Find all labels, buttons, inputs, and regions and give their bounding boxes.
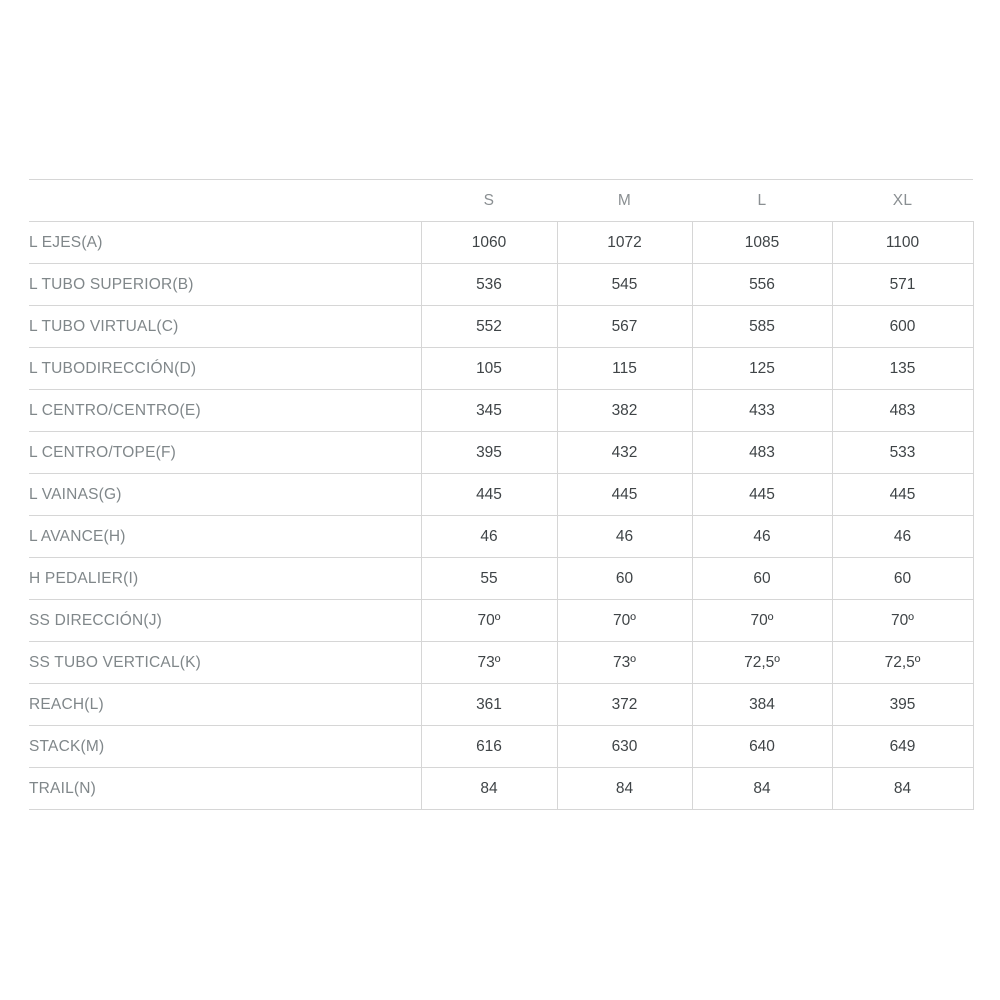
value-cell-m: 432	[557, 432, 692, 474]
row-label: L TUBO SUPERIOR(B)	[29, 264, 421, 306]
table-row	[29, 684, 973, 726]
value-cell-s: 70º	[421, 600, 557, 642]
value-cell-xl: 46	[832, 516, 973, 558]
row-label: L TUBODIRECCIÓN(D)	[29, 348, 421, 390]
value-cell-l: 384	[692, 684, 832, 726]
value-cell-m: 70º	[557, 600, 692, 642]
value-cell-xl: 483	[832, 390, 973, 432]
table-body	[29, 222, 973, 810]
table-row	[29, 390, 973, 432]
value-cell-l: 585	[692, 306, 832, 348]
value-cell-xl: 135	[832, 348, 973, 390]
row-label: REACH(L)	[29, 684, 421, 726]
value-cell-l: 72,5º	[692, 642, 832, 684]
value-cell-xl: 533	[832, 432, 973, 474]
table-row	[29, 474, 973, 516]
table-row	[29, 768, 973, 810]
value-cell-m: 1072	[557, 222, 692, 264]
value-cell-xl: 395	[832, 684, 973, 726]
table-row	[29, 516, 973, 558]
value-cell-xl: 60	[832, 558, 973, 600]
value-cell-l: 70º	[692, 600, 832, 642]
row-label: L AVANCE(H)	[29, 516, 421, 558]
value-cell-l: 483	[692, 432, 832, 474]
value-cell-s: 616	[421, 726, 557, 768]
value-cell-l: 640	[692, 726, 832, 768]
size-header-l: L	[692, 180, 832, 222]
table-row	[29, 558, 973, 600]
value-cell-l: 556	[692, 264, 832, 306]
value-cell-s: 552	[421, 306, 557, 348]
table-row	[29, 306, 973, 348]
size-header-xl: XL	[832, 180, 973, 222]
table-row	[29, 600, 973, 642]
value-cell-s: 395	[421, 432, 557, 474]
header-row	[29, 180, 973, 222]
value-cell-s: 1060	[421, 222, 557, 264]
value-cell-xl: 72,5º	[832, 642, 973, 684]
value-cell-s: 361	[421, 684, 557, 726]
value-cell-s: 536	[421, 264, 557, 306]
table-row	[29, 264, 973, 306]
value-cell-m: 567	[557, 306, 692, 348]
value-cell-l: 84	[692, 768, 832, 810]
value-cell-s: 345	[421, 390, 557, 432]
row-label: L VAINAS(G)	[29, 474, 421, 516]
value-cell-m: 545	[557, 264, 692, 306]
value-cell-m: 115	[557, 348, 692, 390]
value-cell-xl: 70º	[832, 600, 973, 642]
value-cell-xl: 571	[832, 264, 973, 306]
row-label: SS TUBO VERTICAL(K)	[29, 642, 421, 684]
table-row	[29, 222, 973, 264]
geometry-table	[29, 179, 974, 810]
value-cell-s: 55	[421, 558, 557, 600]
value-cell-m: 372	[557, 684, 692, 726]
value-cell-l: 433	[692, 390, 832, 432]
row-label: SS DIRECCIÓN(J)	[29, 600, 421, 642]
row-label: L CENTRO/CENTRO(E)	[29, 390, 421, 432]
row-label: STACK(M)	[29, 726, 421, 768]
value-cell-m: 46	[557, 516, 692, 558]
table-row	[29, 432, 973, 474]
size-header-s: S	[421, 180, 557, 222]
table-row	[29, 642, 973, 684]
row-label: L TUBO VIRTUAL(C)	[29, 306, 421, 348]
row-label: TRAIL(N)	[29, 768, 421, 810]
value-cell-m: 630	[557, 726, 692, 768]
header-corner-cell	[29, 180, 421, 222]
value-cell-xl: 600	[832, 306, 973, 348]
value-cell-xl: 445	[832, 474, 973, 516]
table-row	[29, 726, 973, 768]
table-header	[29, 180, 973, 222]
value-cell-m: 84	[557, 768, 692, 810]
value-cell-l: 1085	[692, 222, 832, 264]
row-label: L EJES(A)	[29, 222, 421, 264]
value-cell-l: 46	[692, 516, 832, 558]
size-header-m: M	[557, 180, 692, 222]
value-cell-s: 445	[421, 474, 557, 516]
row-label: L CENTRO/TOPE(F)	[29, 432, 421, 474]
value-cell-s: 73º	[421, 642, 557, 684]
value-cell-xl: 649	[832, 726, 973, 768]
value-cell-l: 60	[692, 558, 832, 600]
value-cell-s: 84	[421, 768, 557, 810]
value-cell-m: 73º	[557, 642, 692, 684]
value-cell-s: 105	[421, 348, 557, 390]
table-row	[29, 348, 973, 390]
row-label: H PEDALIER(I)	[29, 558, 421, 600]
value-cell-m: 60	[557, 558, 692, 600]
value-cell-m: 445	[557, 474, 692, 516]
value-cell-xl: 84	[832, 768, 973, 810]
value-cell-s: 46	[421, 516, 557, 558]
value-cell-l: 445	[692, 474, 832, 516]
value-cell-xl: 1100	[832, 222, 973, 264]
value-cell-l: 125	[692, 348, 832, 390]
value-cell-m: 382	[557, 390, 692, 432]
